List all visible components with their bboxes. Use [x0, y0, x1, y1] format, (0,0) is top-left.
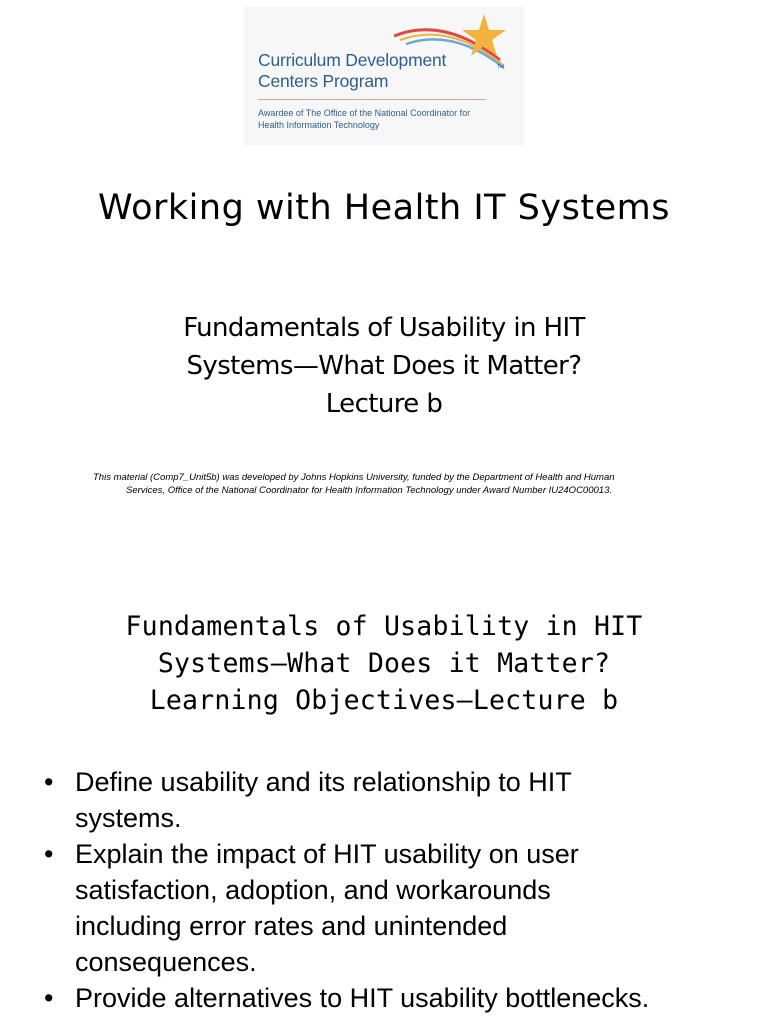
objective-text-line: including error rates and unintended — [75, 911, 508, 941]
bullet-icon: • — [44, 983, 54, 1013]
cdc-program-logo — [244, 6, 524, 146]
logo-name-line2: Centers Program — [258, 71, 389, 91]
subtitle-line2: Systems—What Does it Matter? — [186, 351, 582, 381]
slide-title: Working with Health IT Systems — [98, 188, 670, 228]
objectives-title-line1: Fundamentals of Usability in HIT — [125, 611, 643, 642]
credit-line1: This material (Comp7_Unit5b) was developed by Johns Hopkins University, funded by the Department of Health and Human — [93, 472, 615, 483]
objective-text-line: Define usability and its relationship to HIT — [75, 767, 572, 797]
objective-item — [44, 836, 754, 980]
logo-divider — [258, 99, 486, 100]
objectives-title — [0, 608, 768, 719]
objective-text-line: systems. — [75, 803, 182, 833]
logo-awardee-text — [258, 107, 508, 131]
bullet-icon: • — [44, 839, 54, 869]
logo-name-line1: Curriculum Development — [258, 50, 447, 70]
objective-text-line: Provide alternatives to HIT usability bottlenecks. — [75, 983, 650, 1013]
objectives-title-line3: Learning Objectives—Lecture b — [149, 685, 619, 716]
funding-credit-note — [93, 471, 693, 497]
objective-text-line: Explain the impact of HIT usability on user — [75, 839, 579, 869]
logo-awardee-line1: Awardee of The Office of the National Coordinator for — [258, 108, 471, 118]
subtitle-line1: Fundamentals of Usability in HIT — [183, 313, 585, 343]
objective-text-line: consequences. — [75, 947, 257, 977]
objectives-title-line2: Systems—What Does it Matter? — [157, 648, 611, 679]
logo-trademark: TM — [497, 64, 505, 70]
objective-item — [44, 764, 754, 836]
bullet-icon: • — [44, 767, 54, 797]
logo-awardee-line2: Health Information Technology — [258, 120, 380, 130]
subtitle-line3: Lecture b — [325, 389, 443, 419]
objective-text-line: satisfaction, adoption, and workarounds — [75, 875, 551, 905]
slide-subtitle — [0, 309, 768, 423]
logo-program-name — [258, 50, 446, 92]
credit-line2: Services, Office of the National Coordinator for Health Information Technology under Award Number IU24OC00013. — [126, 485, 612, 496]
objectives-list — [44, 764, 754, 1016]
objective-item — [44, 980, 754, 1016]
